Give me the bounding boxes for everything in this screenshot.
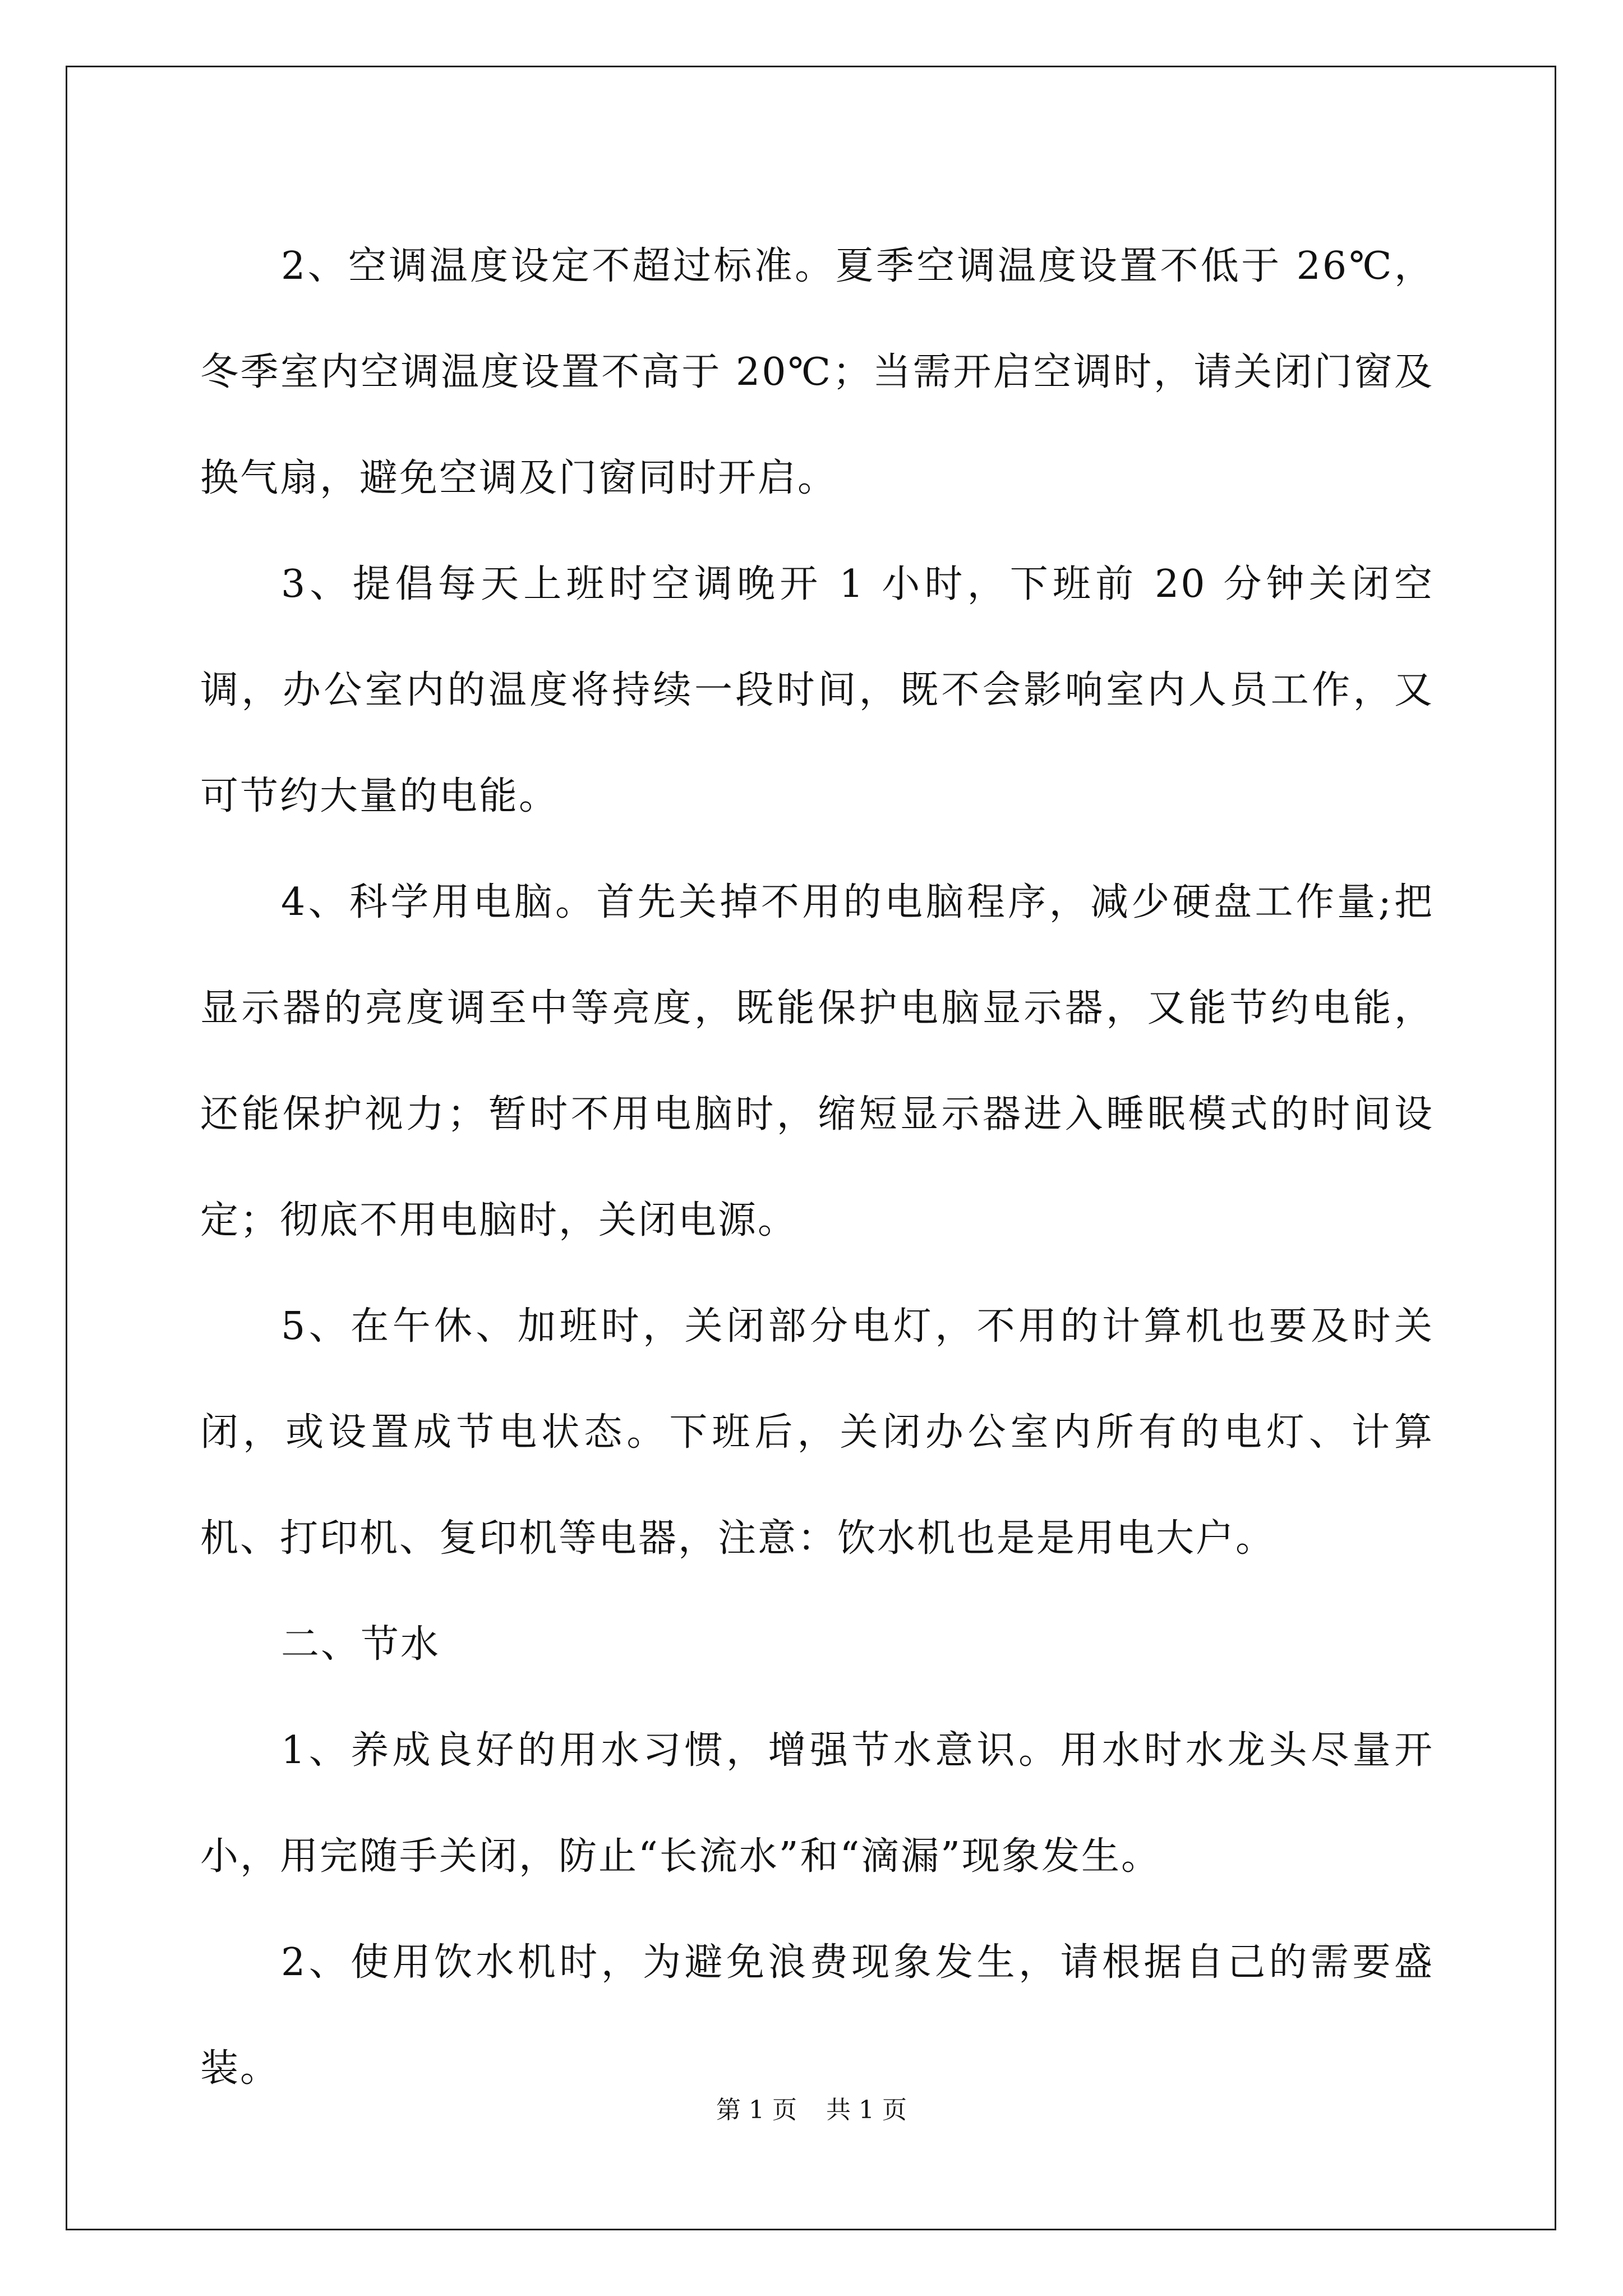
page-footer bbox=[0, 2090, 1623, 2125]
page-number-current: 第 1 页 bbox=[716, 2096, 797, 2124]
document-body bbox=[200, 213, 1434, 2122]
paragraph-water-habits: 1、养成良好的用水习惯，增强节水意识。用水时水龙头尽量开小，用完随手关闭，防止“长流水”和“滴漏”现象发生。 bbox=[200, 1728, 1434, 1879]
paragraph-water-dispenser: 2、使用饮水机时，为避免浪费现象发生，请根据自己的需要盛装。 bbox=[200, 1940, 1434, 2091]
paragraph-ac-temperature: 2、空调温度设定不超过标准。夏季空调温度设置不低于 26℃，冬季室内空调温度设置不高于 20℃；当需开启空调时，请关闭门窗及换气扇，避免空调及门窗同时开启。 bbox=[200, 244, 1434, 500]
paragraph-computer-use: 4、科学用电脑。首先关掉不用的电脑程序，减少硬盘工作量;把显示器的亮度调至中等亮度，既能保护电脑显示器，又能节约电能，还能保护视力；暂时不用电脑时，缩短显示器进入睡眠模式的时间设定；彻底不用电脑时，关闭电源。 bbox=[200, 880, 1434, 1243]
paragraph-lights-off: 5、在午休、加班时，关闭部分电灯，不用的计算机也要及时关闭，或设置成节电状态。下班后，关闭办公室内所有的电灯、计算机、打印机、复印机等电器，注意：饮水机也是是用电大户。 bbox=[200, 1304, 1434, 1561]
page-number-total: 共 1 页 bbox=[826, 2096, 907, 2124]
section-heading-water-saving: 二、节水 bbox=[281, 1622, 441, 1667]
paragraph-ac-schedule: 3、提倡每天上班时空调晚开 1 小时，下班前 20 分钟关闭空调，办公室内的温度将持续一段时间，既不会影响室内人员工作，又可节约大量的电能。 bbox=[200, 562, 1434, 818]
